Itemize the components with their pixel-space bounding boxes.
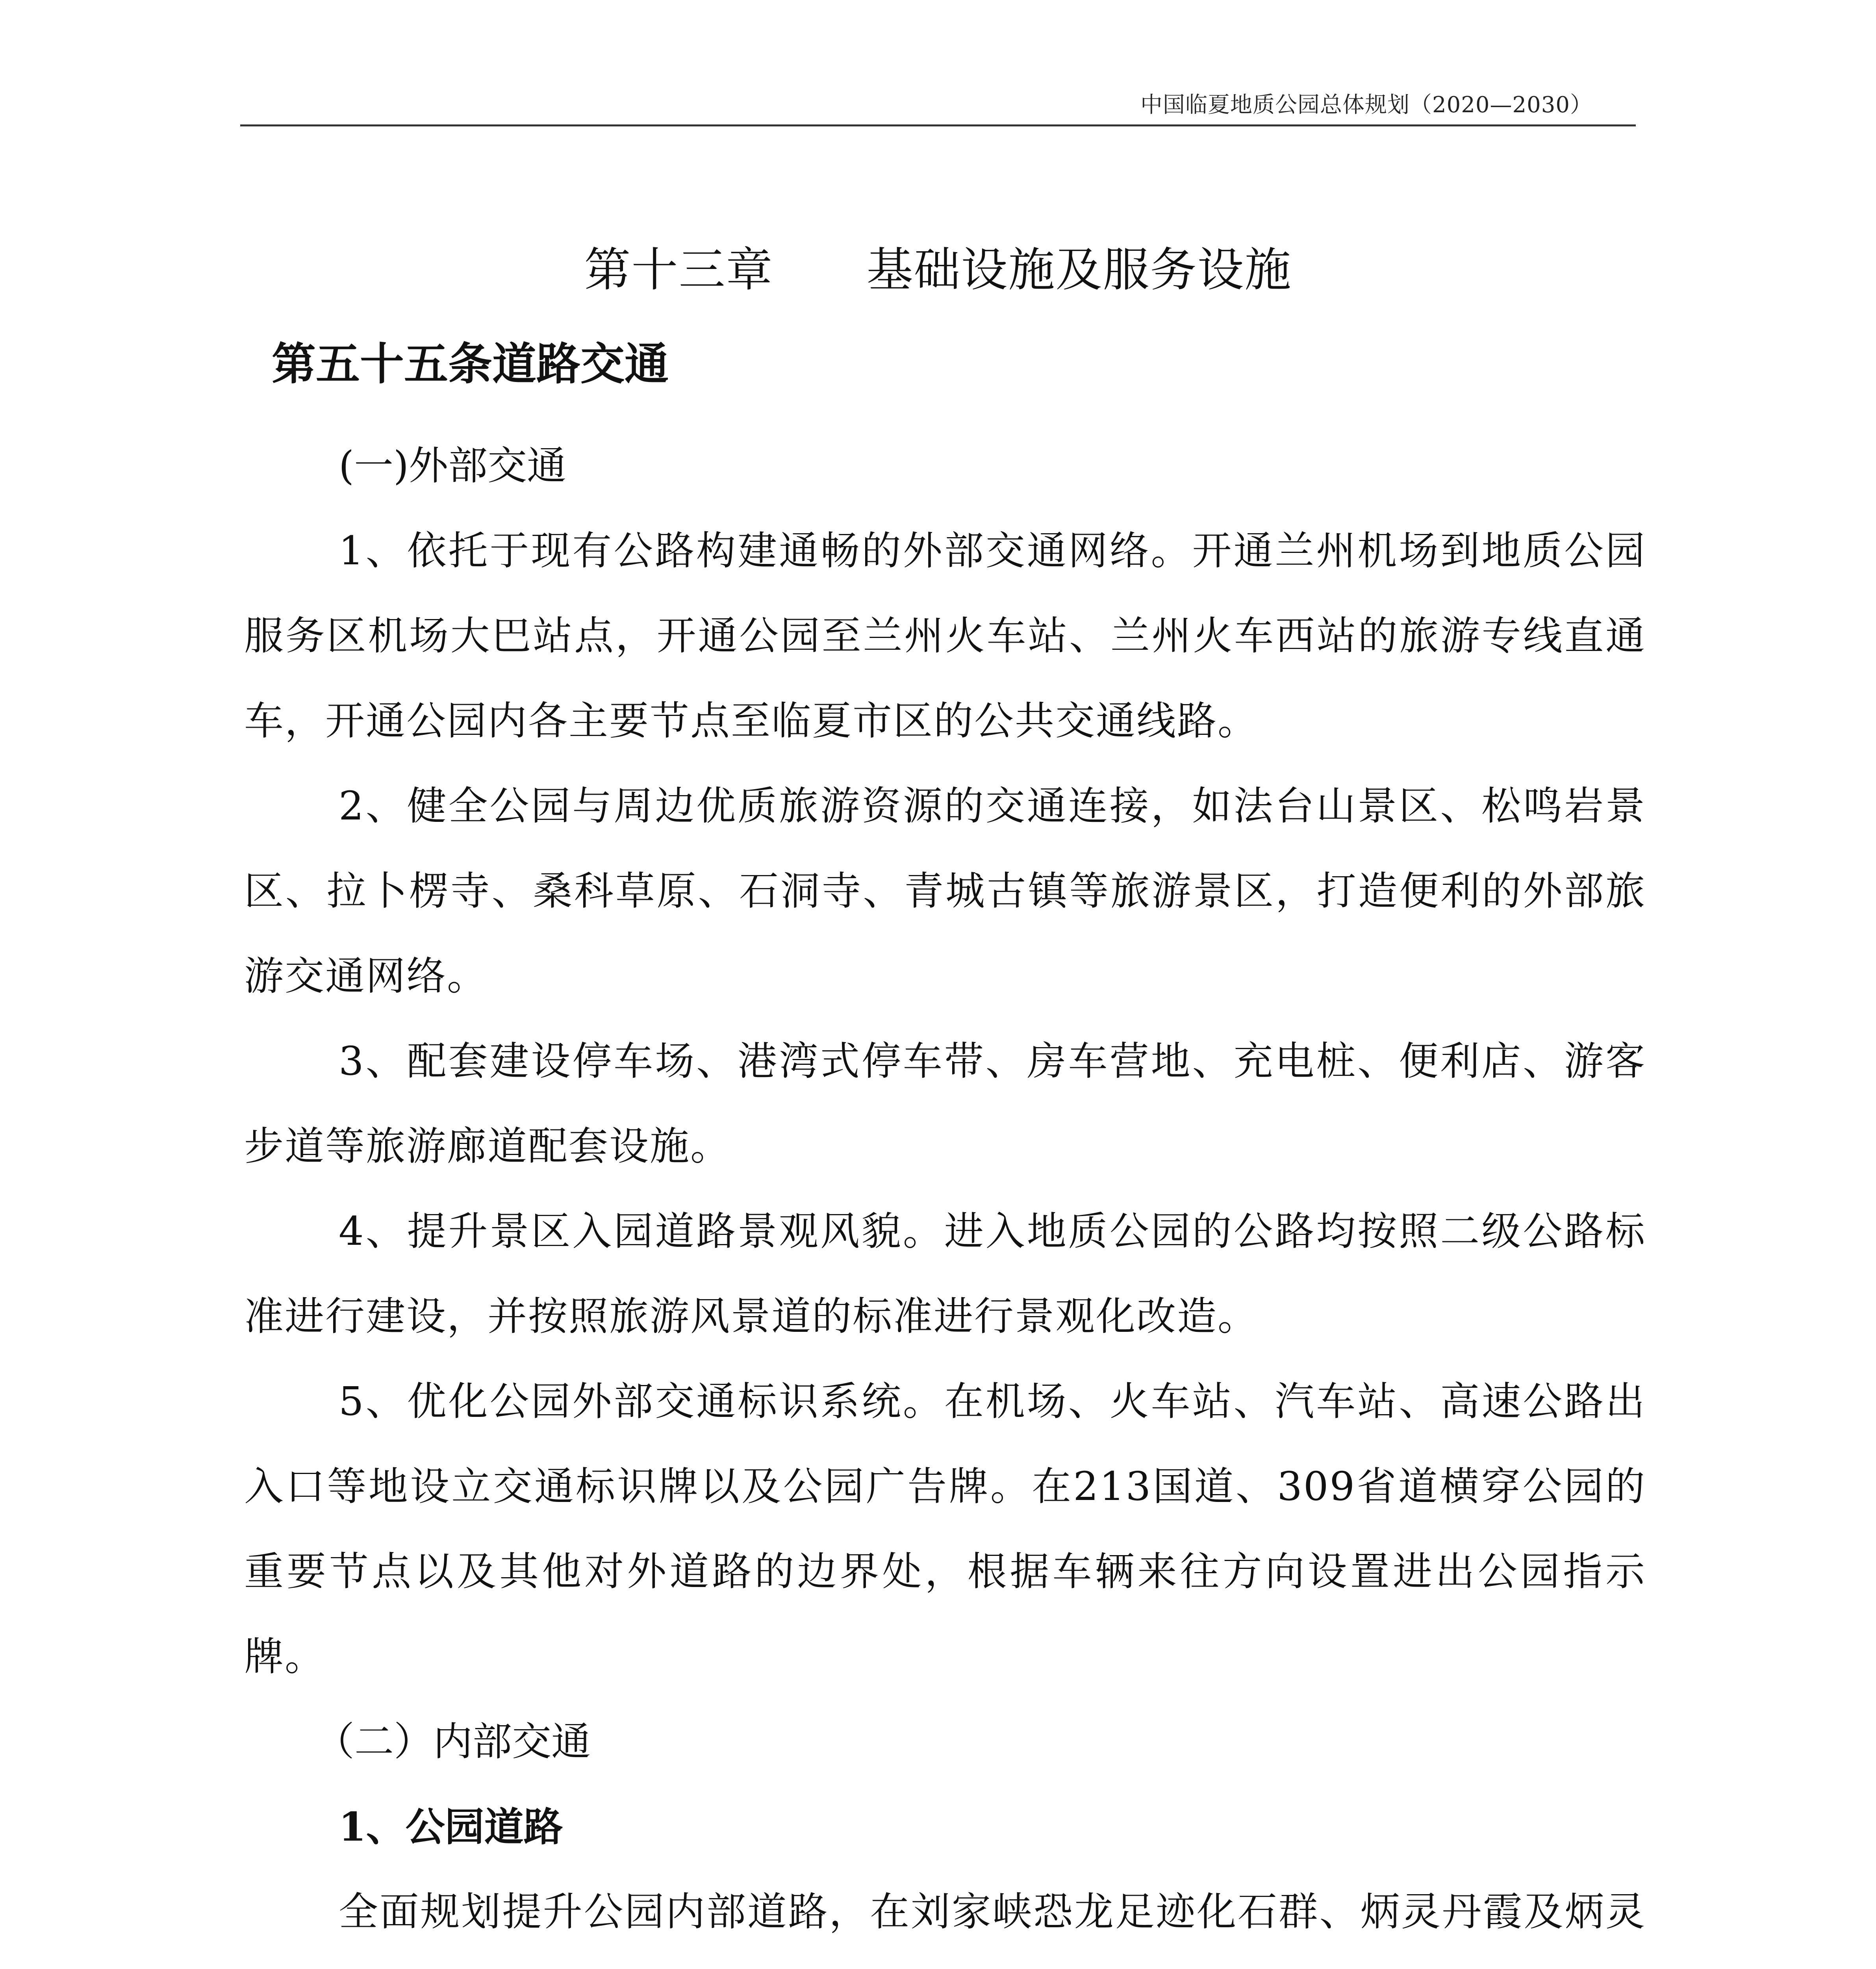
paragraph-external-4: 4、提升景区入园道路景观风貌。进入地质公园的公路均按照二级公路标准进行建设，并按照旅游风景道的标准进行景观化改造。 (244, 1208, 1646, 1339)
running-header: 中国临夏地质公园总体规划（2020—2030） (1140, 92, 1592, 118)
chapter-title: 第十三章 基础设施及服务设施 (584, 243, 1292, 297)
paragraph-roads: 全面规划提升公园内部道路，在刘家峡恐龙足迹化石群、炳灵丹霞及炳灵 (339, 1889, 1646, 1935)
paragraph-external-1: 1、依托于现有公路构建通畅的外部交通网络。开通兰州机场到地质公园服务区机场大巴站点，开通公园至兰州火车站、兰州火车西站的旅游专线直通车，开通公园内各主要节点至临夏市区的公共交通线路。 (244, 528, 1646, 744)
article-title: 第五十五条道路交通 (272, 338, 669, 390)
section-heading-external: (一)外部交通 (339, 443, 567, 489)
paragraph-external-2: 2、健全公园与周边优质旅游资源的交通连接，如法台山景区、松鸣岩景区、拉卜楞寺、桑科草原、石洞寺、青城古镇等旅游景区，打造便利的外部旅游交通网络。 (244, 783, 1646, 999)
header-rule (240, 124, 1636, 126)
paragraph-external-3: 3、配套建设停车场、港湾式停车带、房车营地、充电桩、便利店、游客步道等旅游廊道配套设施。 (244, 1038, 1646, 1169)
section-heading-internal: （二）内部交通 (315, 1719, 591, 1765)
document-body (244, 423, 1646, 1969)
paragraph-external-5: 5、优化公园外部交通标识系统。在机场、火车站、汽车站、高速公路出入口等地设立交通标识牌以及公园广告牌。在213国道、309省道横穿公园的重要节点以及其他对外道路的边界处，根据车辆来往方向设置进出公园指示牌。 (244, 1378, 1646, 1680)
subsection-heading-roads: 1、公园道路 (339, 1804, 563, 1850)
